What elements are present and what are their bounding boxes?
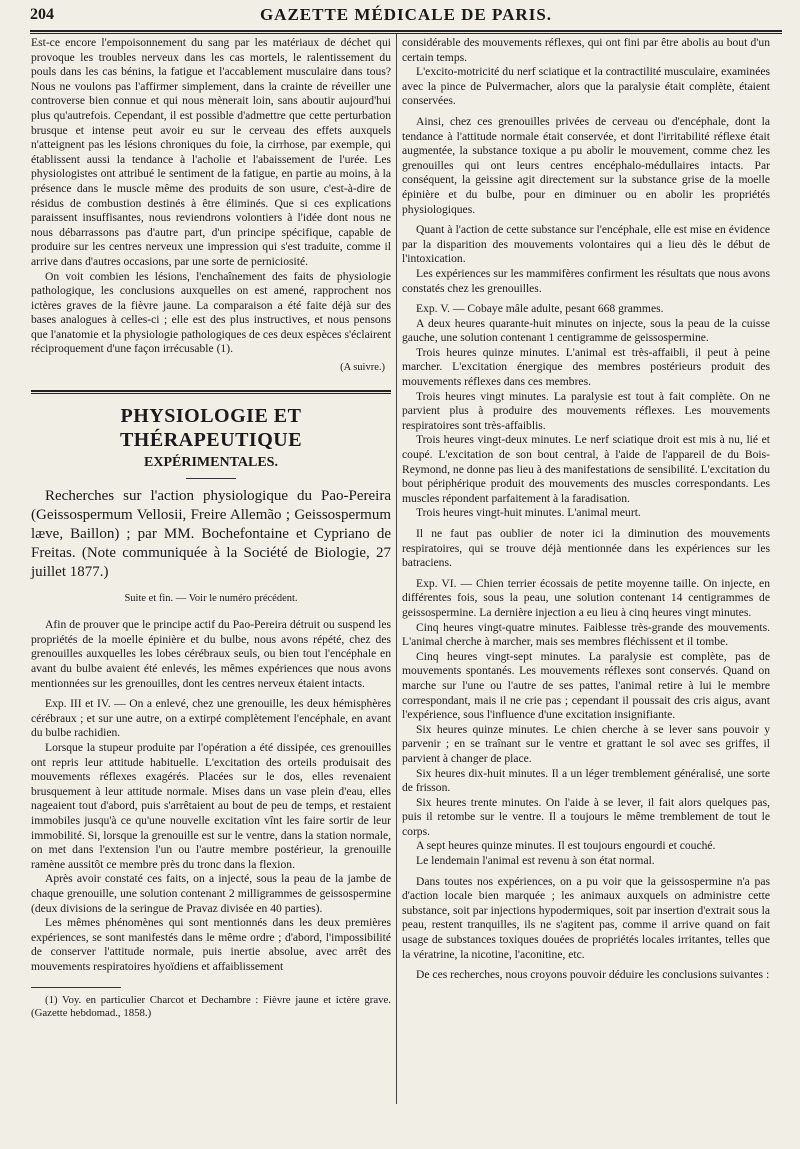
paragraph: Les expériences sur les mammifères confirment les résultats que nous avons constatés chez les grenouilles. xyxy=(402,266,770,295)
left-column xyxy=(31,36,391,1021)
experiment-heading: Exp. III et IV. — On a enlevé, chez une grenouille, les deux hémisphères cérébraux ; et sur une autre, on a extirpé complètement l'encéphale, en avant du bulbe rachidien. xyxy=(31,697,391,740)
paragraph: Le lendemain l'animal est revenu à son état normal. xyxy=(416,854,655,868)
short-rule xyxy=(186,478,236,479)
paragraph: Est-ce encore l'empoisonnement du sang par les matériaux de déchet qui provoque les troubles nerveux dans les cas mortels, le ralentissement du pouls dans les cas bénins, la fatigue et l'accablement musculaire dans tous? Nous ne voulons pas l'affirmer simplement, dans la crainte de réveiller une controverse bien connue et qui nous mènerait loin, sans aboutir aujourd'hui plus qu'autrefois. Cependant, il est possible d'admettre que cette perturbation brusque et intense peut avoir eu sur le cerveau des effets auxquels n'atteignent pas les lésions chroniques du foie, la cirrhose, par exemple, qui établissent aussi la tendance à l'acholie et l'abaissement de l'urée. Les physiologistes ont attribué le sentiment de la fatigue, en partie au moins, à la présence dans le muscle même des produits de son usure, c'est-à-dire de résidus de combustion destinés à être éliminés. Que si ces explications paraissent insuffisantes, nous reviendrons volontiers à l'idée dont nous ne nous débarrassons pas d'autre part, d'un principe spécifique, capable de produire sur les centres nerveux une impression qui s'est traduite, comme il arrive dans d'autres occasions, par une sorte de perniciosité. xyxy=(31,36,391,268)
paragraph: A sept heures quinze minutes. Il est toujours engourdi et couché. xyxy=(416,839,716,853)
paragraph: On voit combien les lésions, l'enchaînement des faits de physiologie pathologique, les conclusions auxquelles on est amené, rapprochent nos ictères graves de la fièvre jaune. La comparaison a été faite déjà sur des bases analogues à celles-ci ; elle est des plus instructives, et nous pensons que l'anatomie et la physiologie pathologiques de ces deux espèces s'éclairent réciproquement d'une façon irrécusable (1). xyxy=(31,269,391,356)
paragraph: considérable des mouvements réflexes, qui ont fini par être abolis au bout d'un certain temps. xyxy=(402,36,770,64)
article-heading: Recherches sur l'action physiologique du Pao-Pereira (Geissospermum Vellosii, Freire Allemão ; Geissospermum læve, Baillon) ; par MM. Bochefontaine et Cypriano de Freitas. (Note communiquée à la Société de Biologie, 27 juillet 1877.) xyxy=(31,487,391,580)
paragraph: Les mêmes phénomènes qui sont mentionnés dans les deux premières expériences, se sont manifestés dans le même ordre ; d'abord, l'impossibilité de conserver l'attitude normale, puis inertie absolue, avec arrêt des mouvements respiratoires hyoïdiens et affaiblissement xyxy=(31,916,391,973)
experiment-heading: Exp. V. — Cobaye mâle adulte, pesant 668 grammes. xyxy=(416,302,664,316)
paragraph: Cinq heures vingt-quatre minutes. Faiblesse très-grande des mouvements. L'animal cherche à marcher, mais ses membres fléchissent et il tombe. xyxy=(402,620,770,649)
paragraph: Trois heures vingt minutes. La paralysie est tout à fait complète. On ne parvient plus à produire des mouvements réflexes. Les mouvements respiratoires sont très-affaiblis. xyxy=(402,389,770,432)
paragraph: Six heures quinze minutes. Le chien cherche à se lever sans pouvoir y parvenir ; en se traînant sur le ventre et grattant le sol avec ses griffes, il parvient à changer de place. xyxy=(402,722,770,765)
page-header xyxy=(30,4,782,28)
page-number: 204 xyxy=(30,6,54,23)
paragraph: Trois heures quinze minutes. L'animal est très-affaibli, il peut à peine marcher. L'excitation énergique des membres postérieurs produit des mouvements réflexes dans ces membres. xyxy=(402,345,770,389)
section-title: PHYSIOLOGIE ET THÉRAPEUTIQUE xyxy=(119,404,303,451)
paragraph: Dans toutes nos expériences, on a pu voir que la geissospermine n'a pas d'action locale bien marquée ; les animaux auxquels on administre cette substance, soit par injections hypodermiques, soit par insertion d'extrait sous la peau, restent tranquilles, ils ne s'agitent pas, comme il arrive quand on fait usage de substances toxiques douées de propriétés locales irritantes, telles que la vératrine, la nicotine, l'aconitine, etc. xyxy=(402,874,770,961)
footnote: (1) Voy. en particulier Charcot et Dechambre : Fièvre jaune et ictère grave. (Gazette hebdomad., 1858.) xyxy=(31,993,391,1020)
paragraph: Lorsque la stupeur produite par l'opération a été dissipée, ces grenouilles ont repris leur attitude habituelle. L'excitation des orteils produisait des mouvements réflexes exagérés. Placées sur le dos, elles revenaient brusquement à leur attitude normale. Mises dans un vase plein d'eau, elles nageaient tout d'abord, puis s'arrêtaient au bout de peu de temps, et restaient immobiles jusqu'à ce qu'une nouvelle excitation vînt les faire sortir de leur immobilité. Si, lorsque la grenouille est sur le ventre, dans la station normale, on met dans l'extension l'un ou l'autre membre postérieur, la grenouille ramène aussitôt ce membre près du tronc dans la flexion. xyxy=(31,741,391,871)
section-subtitle: EXPÉRIMENTALES. xyxy=(144,454,278,470)
paragraph: Cinq heures vingt-sept minutes. La paralysie est complète, pas de mouvements spontanés. Les mouvements réflexes sont conservés. Quand on marche sur l'une ou l'autre de ses pattes, l'animal retire à lui le membre correspondant, mais il ne crie pas ; cependant il poussait des cris aigus, avant l'expérience, sous l'influence d'une excitation insignifiante. xyxy=(402,649,770,722)
section-rule xyxy=(31,390,391,394)
paragraph: Afin de prouver que le principe actif du Pao-Pereira détruit ou suspend les propriétés de la moelle épinière et du bulbe, nous avons répété, chez des grenouilles auxquelles les lobes cérébraux seuls, ou bien tout l'encéphale en avant du bulbe avaient été enlevés, les mêmes expériences que nous avons mentionnées sur les grenouilles, dont les centres nerveux étaient intacts. xyxy=(31,618,391,690)
paragraph: L'excito-motricité du nerf sciatique et la contractilité musculaire, examinées avec la pince de Pulvermacher, alors que la paralysie était complète, étaient conservées. xyxy=(402,65,770,108)
paragraph: Trois heures vingt-huit minutes. L'animal meurt. xyxy=(416,506,641,520)
paragraph: Six heures dix-huit minutes. Il a un léger tremblement généralisé, une sorte de frisson. xyxy=(402,766,770,795)
header-rule xyxy=(30,30,782,34)
to-be-continued: (A suivre.) xyxy=(340,362,385,374)
paragraph: Six heures trente minutes. On l'aide à se lever, il fait alors quelques pas, puis il retombe sur le ventre. Il a toujours le même tremblement de tout le corps. xyxy=(402,795,770,838)
column-divider xyxy=(396,34,397,1104)
paragraph: De ces recherches, nous croyons pouvoir déduire les conclusions suivantes : xyxy=(416,968,770,982)
paragraph: Il ne faut pas oublier de noter ici la diminution des mouvements respiratoires, qui se trouve déjà mentionnée dans les expériences sur les batraciens. xyxy=(402,527,770,570)
paragraph: Après avoir constaté ces faits, on a injecté, sous la peau de la jambe de chaque grenouille, une solution contenant 2 milligrammes de geissospermine (deux divisions de la seringue de Pravaz divisée en 40 parties). xyxy=(31,872,391,915)
right-column xyxy=(402,36,770,983)
continuation-note: Suite et fin. — Voir le numéro précédent. xyxy=(124,592,298,604)
paragraph: Ainsi, chez ces grenouilles privées de cerveau ou d'encéphale, dont la tendance à l'attitude normale était conservée, et dont l'irritabilité réflexe était augmentée, la substance toxique a pu abolir le mouvement, comme chez les grenouilles qui ont leurs centres encéphalo-médullaires intacts. Par conséquent, la geissine agit directement sur la substance grise de la moelle épinière et du bulbe, pour en diminuer ou en abolir les propriétés physiologiques. xyxy=(402,114,770,216)
running-title: GAZETTE MÉDICALE DE PARIS. xyxy=(259,5,553,24)
paragraph: Quant à l'action de cette substance sur l'encéphale, elle est mise en évidence par la disparition des mouvements volontaires qui a lieu dès le début de l'intoxication. xyxy=(402,223,770,266)
paragraph: A deux heures quarante-huit minutes on injecte, sous la peau de la cuisse gauche, une solution contenant 1 centigramme de geissospermine. xyxy=(402,316,770,345)
experiment-heading: Exp. VI. — Chien terrier écossais de petite moyenne taille. On injecte, en différentes fois, sous la peau, une solution contenant 14 centigrammes de geissospermine. La dernière injection a eu lieu à cinq heures vingt minutes. xyxy=(402,576,770,619)
footnote-rule xyxy=(31,987,121,988)
paragraph: Trois heures vingt-deux minutes. Le nerf sciatique droit est mis à nu, lié et coupé. L'excitation de son bout central, à l'aide de l'appareil de du Bois-Reymond, ne donne pas lieu à des manifestations de sensibilité. L'excitation du bout périphérique produit des mouvements des muscles correspondants. Les muscles répondent parfaitement à la faradisation. xyxy=(402,433,770,505)
